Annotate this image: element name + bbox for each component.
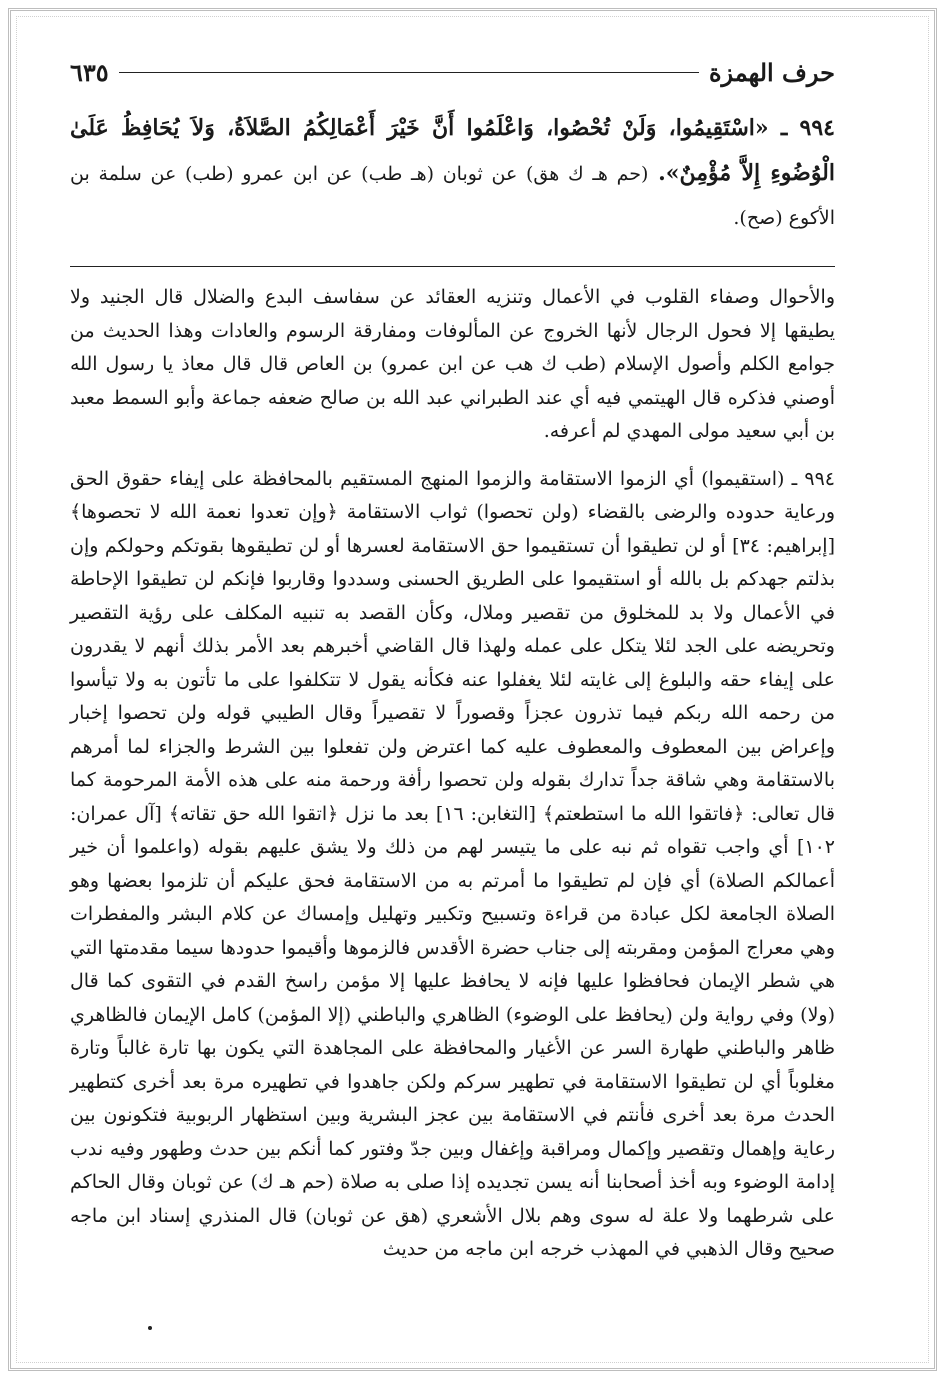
footnote-divider: [70, 266, 835, 267]
commentary-main: ٩٩٤ ـ (استقيموا) أي الزموا الاستقامة والزموا المنهج المستقيم بالمحافظة على إيفاء حقوق الحق ورعاية حدوده والرضى بالقضاء (ولن تحصوا) ثواب الاستقامة ﴿وإن تعدوا نعمة الله لا تحصوها﴾ [إبراهيم: ٣٤] أو لن تطيقوا أن تستقيموا حق الاستقامة لعسرها أو لن تطيقوها بقوتكم وحولكم وإن بذلتم جهدكم بل بالله أو استقيموا على الطريق الحسنى وسددوا وقاربوا فإنكم لن تطيقوا الإحاطة في الأعمال ولا بد للمخلوق من تقصير وملال، وكأن القصد به تنبيه المكلف على رؤية التقصير وتحريضه على الجد لئلا يتكل على عمله ولهذا قال القاضي أخبرهم بعد الأمر بذلك أنهم لا يقدرون على إيفاء حقه والبلوغ إلى غايته لئلا يغفلوا عنه فكأنه يقول لا تتكلفوا على ما تأتون به ولا تيأسوا من رحمه الله ربكم فيما تذرون عجزاً وقصوراً لا تقصيراً وقال الطيبي قوله ولن تحصوا إخبار وإعراض بين المعطوف والمعطوف عليه كما اعترض ولن تفعلوا بين الشرط والجزاء لما أمرهم بالاستقامة وهي شاقة جداً تدارك بقوله ولن تحصوا رأفة ورحمة منه على هذه الأمة المرحومة كما قال تعالى: ﴿فاتقوا الله ما استطعتم﴾ [التغابن: ١٦] بعد ما نزل ﴿اتقوا الله حق تقاته﴾ [آل عمران: ١٠٢] أي واجب تقواه ثم نبه على ما يتيسر لهم من ذلك ولا يشق عليهم بقوله (واعلموا أن خير أعمالكم الصلاة) أي فإن لم تطيقوا ما أمرتم به من الاستقامة فحق عليكم أن تلزموا بعضها وهو الصلاة الجامعة لكل عبادة من قراءة وتسبيح وتكبير وتهليل وإمساك عن كلام البشر والمفطرات وهي معراج المؤمن ومقربته إلى جناب حضرة الأقدس فالزموها وأقيموا حدودها سيما مقدمتها التي هي شطر الإيمان فحافظوا عليها فإنه لا يحافظ عليها إلا مؤمن راسخ القدم في التقوى كما قال (ولا) وفي رواية ولن (يحافظ على الوضوء) الظاهري والباطني (إلا المؤمن) كامل الإيمان فالظاهري ظاهر والباطني طهارة السر عن الأغيار والمحافظة على المجاهدة التي يكون بها تارة غالباً وتارة مغلوباً أي لن تطيقوا الاستقامة في تطهير سركم ولكن جاهدوا في تطهيره مرة بعد أخرى كتطهير الحدث مرة بعد أخرى فأنتم في الاستقامة بين عجز البشرية وبين استظهار الربوبية فتكونون بين رعاية وإهمال وتقصير وإكمال ومراقبة وإغفال وبين جدّ وفتور كما أنكم بين حدث وطهور وفيه ندب إدامة الوضوء وبه أخذ أصحابنا أنه يسن تجديده إذا صلى به صلاة (حم هـ ك) عن ثوبان وقال الحاكم على شرطهما ولا علة له سوى وهم بلال الأشعري (هق عن ثوبان) قال المنذري إسناد ابن ماجه صحيح وقال الذهبي في المهذب خرجه ابن ماجه من حديث: [70, 467, 835, 1260]
hadith-sources: (حم هـ ك هق) عن ثوبان (هـ طب) عن ابن عمرو (طب) عن سلمة بن الأكوع (صح).: [70, 163, 835, 229]
running-header: [70, 50, 835, 94]
hadith-block: [70, 106, 835, 240]
header-rule: [119, 71, 699, 73]
book-page: [70, 50, 835, 1267]
hadith-text: ٩٩٤ ـ «اسْتَقِيمُوا، وَلَنْ تُحْصُوا، وَاعْلَمُوا أَنَّ خَيْرَ أَعْمَالِكُمُ الصَّلاَةُ، وَلاَ يُحَافِظُ عَلَىٰ الْوُضُوءِ إِلاَّ مُؤْمِنٌ».: [70, 115, 835, 186]
stray-mark: [148, 1326, 152, 1330]
commentary-continuation: والأحوال وصفاء القلوب في الأعمال وتنزيه العقائد عن سفاسف البدع والضلال قال الجنيد ولا يطيقها إلا فحول الرجال لأنها الخروج عن المألوفات ومفارقة الرسوم والعادات وهذا الحديث من جوامع الكلم وأصول الإسلام (طب ك هب عن ابن عمرو) بن العاص قال قال معاذ يا رسول الله أوصني فذكره قال الهيتمي فيه أي عند الطبراني عبد الله بن صالح ضعفه جماعة وأبو السمط معبد بن أبي سعيد مولى المهدي لم أعرفه.: [70, 286, 835, 442]
page-number: ٦٣٥: [70, 57, 109, 87]
chapter-title: حرف الهمزة: [708, 57, 835, 87]
